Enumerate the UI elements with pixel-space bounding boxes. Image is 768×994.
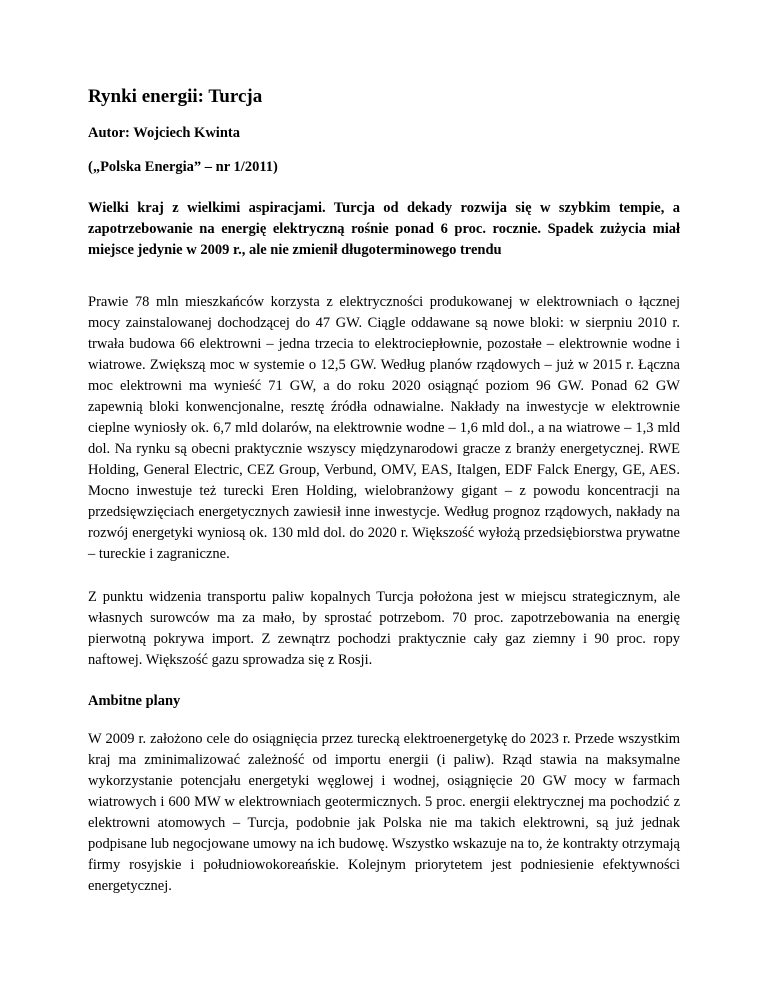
- article-title: Rynki energii: Turcja: [88, 86, 263, 107]
- article-lead: Wielki kraj z wielkimi aspiracjami. Turcja od dekady rozwija się w szybkim tempie, a zapotrzebowanie na energię elektryczną rośnie ponad 6 proc. rocznie. Spadek zużycia miał miejsce jedynie w 2009 r., ale nie zmienił długoterminowego trendu: [88, 199, 680, 258]
- section-heading: Ambitne plany: [88, 692, 181, 709]
- paragraph-2: Z punktu widzenia transportu paliw kopalnych Turcja położona jest w miejscu strategicznym, ale własnych surowców ma za mało, by sprostać potrzebom. 70 proc. zapotrzebowania na energię pierwotną pokrywa import. Z zewnątrz pochodzi praktycznie cały gaz ziemny i 90 proc. ropy naftowej. Większość gazu sprowadza się z Rosji.: [88, 588, 680, 668]
- article-author: Autor: Wojciech Kwinta: [88, 124, 240, 141]
- paragraph-1: Prawie 78 mln mieszkańców korzysta z elektryczności produkowanej w elektrowniach o łącznej mocy zainstalowanej dochodzącej do 47 GW. Ciągle oddawane są nowe bloki: w sierpniu 2010 r. trwała budowa 66 elektrowni – jedna trzecia to elektrociepłownie, pozostałe – elektrownie wodne i wiatrowe. Zwiększą moc w systemie o 12,5 GW. Według planów rządowych – już w 2015 r. Łączna moc elektrowni ma wynieść 71 GW, a do roku 2020 osiągnąć poziom 96 GW. Ponad 62 GW zapewnią bloki konwencjonalne, resztę źródła odnawialne. Nakłady na inwestycje w elektrownie cieplne wyniosły ok. 6,7 mld dolarów, na elektrownie wodne – 1,6 mld dol., a na wiatrowe – 1,3 mld dol. Na rynku są obecni praktycznie wszyscy międzynarodowi gracze z branży energetycznej. RWE Holding, General Electric, CEZ Group, Verbund, OMV, EAS, Italgen, EDF Falck Energy, GE, AES. Mocno inwestuje też turecki Eren Holding, wielobranżowy gigant – z powodu koncentracji na przedsięwzięciach energetycznych zawiesił inne inwestycje. Według prognoz rządowych, nakłady na rozwój energetyki wyniosą ok. 130 mld dol. do 2020 r. Większość wyłożą przedsiębiorstwa prywatne – tureckie i zagraniczne.: [88, 293, 680, 562]
- article-source: („Polska Energia” – nr 1/2011): [88, 159, 278, 176]
- section-paragraph: W 2009 r. założono cele do osiągnięcia przez turecką elektroenergetykę do 2023 r. Przede wszystkim kraj ma zminimalizować zależność od importu energii (i paliw). Rząd stawia na maksymalne wykorzystanie potencjału energetyki węglowej i wodnej, osiągnięcie 20 GW mocy w farmach wiatrowych i 600 MW w elektrowniach geotermicznych. 5 proc. energii elektrycznej ma pochodzić z elektrowni atomowych – Turcja, podobnie jak Polska nie ma takich elektrowni, są już jednak podpisane lub negocjowane umowy na ich budowę. Wszystko wskazuje na to, że kontrakty otrzymają firmy rosyjskie i południowokoreańskie. Kolejnym priorytetem jest podniesienie efektywności energetycznej.: [88, 730, 680, 894]
- document-page: [88, 86, 680, 919]
